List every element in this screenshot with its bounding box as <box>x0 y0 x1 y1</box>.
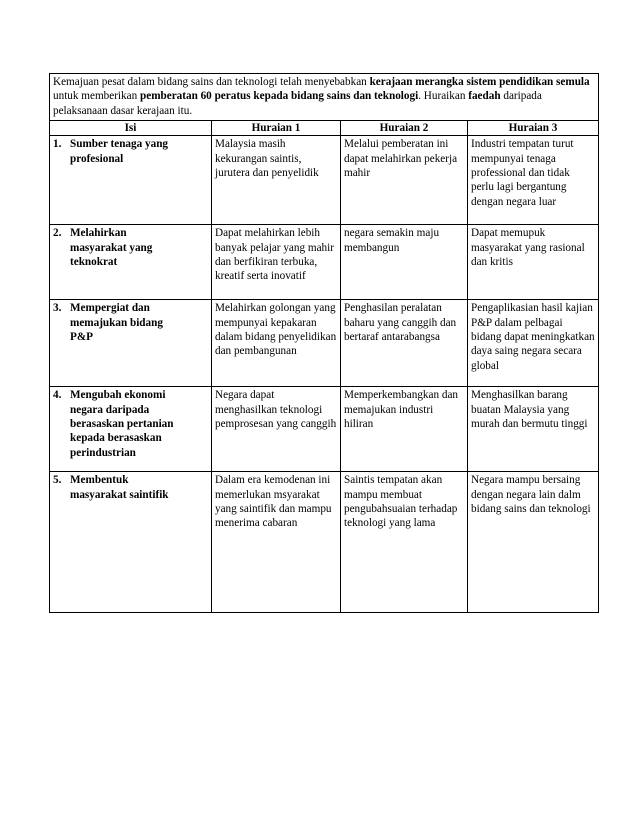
point-text: Melahirkan masyarakat yang teknokrat <box>70 227 153 269</box>
table-row <box>50 225 599 300</box>
point-number: 4. <box>53 389 62 402</box>
huraian-3-cell: Industri tempatan turut mempunyai tenaga professional dan tidak perlu lagi bergantung dengan negara luar <box>468 136 599 225</box>
question-part: Kemajuan pesat dalam bidang sains dan teknologi telah menyebabkan <box>53 76 370 88</box>
isi-cell <box>50 225 212 300</box>
huraian-1-cell: Malaysia masih kekurangan saintis, jurutera dan penyelidik <box>212 136 341 225</box>
table-row <box>50 472 599 613</box>
huraian-1-cell: Melahirkan golongan yang mempunyai kepakaran dalam bidang penyelidikan dan pembangunan <box>212 300 341 387</box>
huraian-2-cell: Memperkembangkan dan memajukan industri hiliran <box>341 387 468 472</box>
isi-cell <box>50 300 212 387</box>
isi-cell <box>50 136 212 225</box>
point-number: 5. <box>53 474 62 487</box>
huraian-1-cell: Dalam era kemodenan ini memerlukan msyarakat yang saintifik dan mampu menerima cabaran <box>212 472 341 613</box>
huraian-2-cell: negara semakin maju membangun <box>341 225 468 300</box>
isi-cell <box>50 472 212 613</box>
question-bold: pemberatan 60 peratus kepada bidang sains dan teknologi <box>140 90 419 103</box>
point-text: Sumber tenaga yang profesional <box>70 138 169 165</box>
question-row <box>50 74 599 121</box>
header-huraian-2: Huraian 2 <box>341 121 468 136</box>
huraian-3-cell: Pengaplikasian hasil kajian P&P dalam pelbagai bidang dapat meningkatkan daya saing negara secara global <box>468 300 599 387</box>
point-text: Membentuk masyarakat saintifik <box>70 474 169 501</box>
table-row <box>50 136 599 225</box>
point-text: Mengubah ekonomi negara daripada berasaskan pertanian kepada berasaskan perindustrian <box>70 389 174 459</box>
question-part: untuk memberikan <box>53 90 140 103</box>
question-bold: kerajaan merangka sistem pendidikan semula <box>369 76 590 88</box>
header-huraian-3: Huraian 3 <box>468 121 599 136</box>
huraian-1-cell: Dapat melahirkan lebih banyak pelajar yang mahir dan berfikiran terbuka, kreatif serta inovatif <box>212 225 341 300</box>
huraian-2-cell: Penghasilan peralatan baharu yang canggih dan bertaraf antarabangsa <box>341 300 468 387</box>
point-number: 2. <box>53 227 62 240</box>
huraian-3-cell: Menghasilkan barang buatan Malaysia yang murah dan bermutu tinggi <box>468 387 599 472</box>
question-part: . Huraikan <box>418 90 469 103</box>
huraian-3-cell: Negara mampu bersaing dengan negara lain dalm bidang sains dan teknologi <box>468 472 599 613</box>
huraian-1-cell: Negara dapat menghasilkan teknologi pemprosesan yang canggih <box>212 387 341 472</box>
isi-cell <box>50 387 212 472</box>
table-row <box>50 300 599 387</box>
point-number: 1. <box>53 138 62 151</box>
header-isi: Isi <box>50 121 212 136</box>
essay-table <box>49 73 599 613</box>
huraian-3-cell: Dapat memupuk masyarakat yang rasional dan kritis <box>468 225 599 300</box>
question-bold: faedah <box>468 90 501 103</box>
point-number: 3. <box>53 302 62 315</box>
question-part: daripada pelaksanaan dasar kerajaan itu. <box>53 90 542 117</box>
header-row <box>50 121 599 136</box>
table-row <box>50 387 599 472</box>
point-text: Mempergiat dan memajukan bidang P&P <box>70 302 163 344</box>
header-huraian-1: Huraian 1 <box>212 121 341 136</box>
huraian-2-cell: Saintis tempatan akan mampu membuat pengubahsuaian terhadap teknologi yang lama <box>341 472 468 613</box>
document-page <box>49 73 598 613</box>
question-text <box>50 74 599 121</box>
huraian-2-cell: Melalui pemberatan ini dapat melahirkan pekerja mahir <box>341 136 468 225</box>
